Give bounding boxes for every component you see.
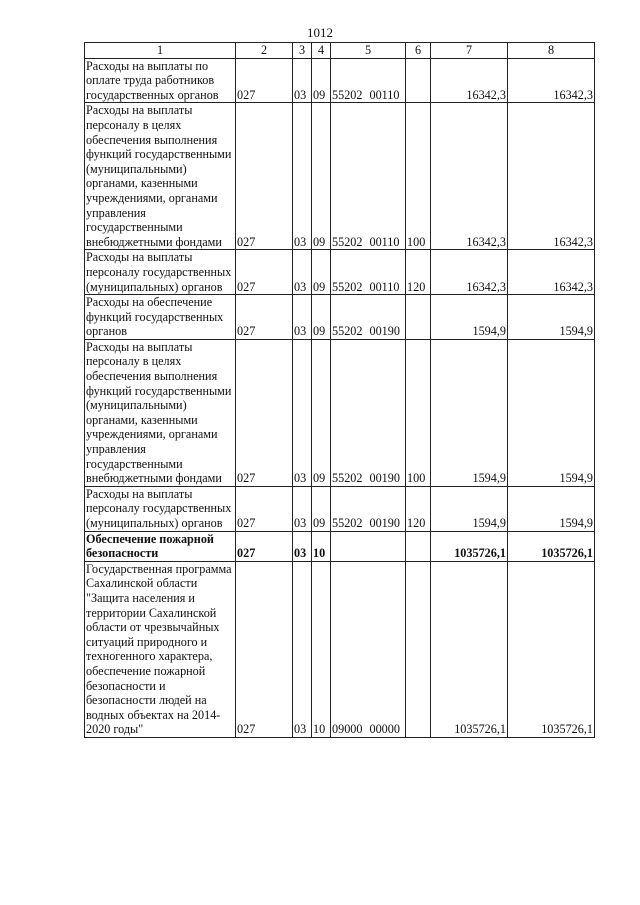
target-article-code bbox=[331, 250, 406, 295]
header-cell: 6 bbox=[406, 43, 431, 59]
item-code: 00110 bbox=[369, 279, 400, 294]
sum-approved: 16342,3 bbox=[508, 58, 595, 103]
row-name: Расходы на выплаты персоналу в целях обеспечения выполнения функций государственными (муниципальными) органами, казенными учреждениями, органами управления государственными внебюджетными фондами bbox=[85, 339, 236, 486]
program-code: 55202 bbox=[332, 324, 363, 339]
expense-type-code: 100 bbox=[406, 103, 431, 250]
table-row bbox=[85, 561, 595, 737]
section-code: 03 bbox=[293, 295, 312, 340]
page-number: 1012 bbox=[307, 25, 333, 40]
row-name: Расходы на выплаты персоналу государственных (муниципальных) органов bbox=[85, 486, 236, 531]
sum-approved: 1594,9 bbox=[508, 486, 595, 531]
sum-approved: 16342,3 bbox=[508, 250, 595, 295]
subsection-code: 09 bbox=[312, 103, 331, 250]
target-article-code bbox=[331, 561, 406, 737]
section-code: 03 bbox=[293, 250, 312, 295]
sum-plan: 16342,3 bbox=[431, 58, 508, 103]
table-body bbox=[85, 58, 595, 737]
header-cell: 3 bbox=[293, 43, 312, 59]
section-code: 03 bbox=[293, 531, 312, 561]
header-row bbox=[85, 43, 595, 59]
sum-approved: 1594,9 bbox=[508, 295, 595, 340]
item-code: 00110 bbox=[369, 234, 400, 249]
budget-table bbox=[84, 42, 595, 738]
subsection-code: 09 bbox=[312, 486, 331, 531]
target-article-code bbox=[331, 486, 406, 531]
subsection-code: 09 bbox=[312, 58, 331, 103]
sum-plan: 16342,3 bbox=[431, 103, 508, 250]
sum-approved: 1594,9 bbox=[508, 339, 595, 486]
target-article-code bbox=[331, 103, 406, 250]
row-name: Расходы на обеспечение функций государственных органов bbox=[85, 295, 236, 340]
ministry-code: 027 bbox=[236, 531, 293, 561]
target-article-code bbox=[331, 58, 406, 103]
program-code: 55202 bbox=[332, 279, 363, 294]
sum-plan: 1035726,1 bbox=[431, 561, 508, 737]
sum-approved: 1035726,1 bbox=[508, 561, 595, 737]
expense-type-code: 120 bbox=[406, 250, 431, 295]
expense-type-code: 100 bbox=[406, 339, 431, 486]
table-row bbox=[85, 339, 595, 486]
program-code: 55202 bbox=[332, 87, 363, 102]
header-cell: 1 bbox=[85, 43, 236, 59]
table-row bbox=[85, 486, 595, 531]
header-cell: 5 bbox=[331, 43, 406, 59]
expense-type-code: 120 bbox=[406, 486, 431, 531]
item-code: 00000 bbox=[369, 722, 400, 737]
section-code: 03 bbox=[293, 103, 312, 250]
ministry-code: 027 bbox=[236, 339, 293, 486]
table-header bbox=[85, 43, 595, 59]
table-row bbox=[85, 295, 595, 340]
sum-approved: 16342,3 bbox=[508, 103, 595, 250]
expense-type-code bbox=[406, 561, 431, 737]
table-row bbox=[85, 103, 595, 250]
table-row bbox=[85, 58, 595, 103]
sum-approved: 1035726,1 bbox=[508, 531, 595, 561]
ministry-code: 027 bbox=[236, 295, 293, 340]
sum-plan: 1594,9 bbox=[431, 339, 508, 486]
ministry-code: 027 bbox=[236, 250, 293, 295]
target-article-code bbox=[331, 531, 406, 561]
item-code: 00190 bbox=[369, 324, 400, 339]
header-cell: 2 bbox=[236, 43, 293, 59]
sum-plan: 1035726,1 bbox=[431, 531, 508, 561]
expense-type-code bbox=[406, 295, 431, 340]
expense-type-code bbox=[406, 531, 431, 561]
table-row bbox=[85, 250, 595, 295]
row-name: Расходы на выплаты персоналу государственных (муниципальных) органов bbox=[85, 250, 236, 295]
ministry-code: 027 bbox=[236, 486, 293, 531]
header-cell: 4 bbox=[312, 43, 331, 59]
row-name: Расходы на выплаты персоналу в целях обеспечения выполнения функций государственными (муниципальными) органами, казенными учреждениями, органами управления государственными внебюджетными фондами bbox=[85, 103, 236, 250]
subsection-code: 09 bbox=[312, 339, 331, 486]
row-name: Расходы на выплаты по оплате труда работников государственных органов bbox=[85, 58, 236, 103]
expense-type-code bbox=[406, 58, 431, 103]
target-article-code bbox=[331, 295, 406, 340]
header-cell: 8 bbox=[508, 43, 595, 59]
program-code: 55202 bbox=[332, 516, 363, 530]
header-cell: 7 bbox=[431, 43, 508, 59]
section-code: 03 bbox=[293, 58, 312, 103]
row-name: Обеспечение пожарной безопасности bbox=[85, 531, 236, 561]
section-code: 03 bbox=[293, 339, 312, 486]
subsection-code: 09 bbox=[312, 250, 331, 295]
item-code: 00110 bbox=[369, 87, 400, 102]
ministry-code: 027 bbox=[236, 58, 293, 103]
item-code: 00190 bbox=[369, 516, 400, 530]
subsection-code: 09 bbox=[312, 295, 331, 340]
sum-plan: 16342,3 bbox=[431, 250, 508, 295]
item-code: 00190 bbox=[369, 471, 400, 486]
target-article-code bbox=[331, 339, 406, 486]
subsection-code: 10 bbox=[312, 561, 331, 737]
program-code: 55202 bbox=[332, 471, 363, 486]
row-name: Государственная программа Сахалинской области "Защита населения и территории Сахалинской области от чрезвычайных ситуаций природного и техногенного характера, обеспечение пожарной безопасности и безопасности людей на водных объектах на 2014-2020 годы" bbox=[85, 561, 236, 737]
ministry-code: 027 bbox=[236, 103, 293, 250]
program-code: 55202 bbox=[332, 234, 363, 249]
section-code: 03 bbox=[293, 561, 312, 737]
sum-plan: 1594,9 bbox=[431, 486, 508, 531]
subsection-code: 10 bbox=[312, 531, 331, 561]
section-code: 03 bbox=[293, 486, 312, 531]
program-code: 09000 bbox=[332, 722, 363, 737]
ministry-code: 027 bbox=[236, 561, 293, 737]
sum-plan: 1594,9 bbox=[431, 295, 508, 340]
table-row bbox=[85, 531, 595, 561]
